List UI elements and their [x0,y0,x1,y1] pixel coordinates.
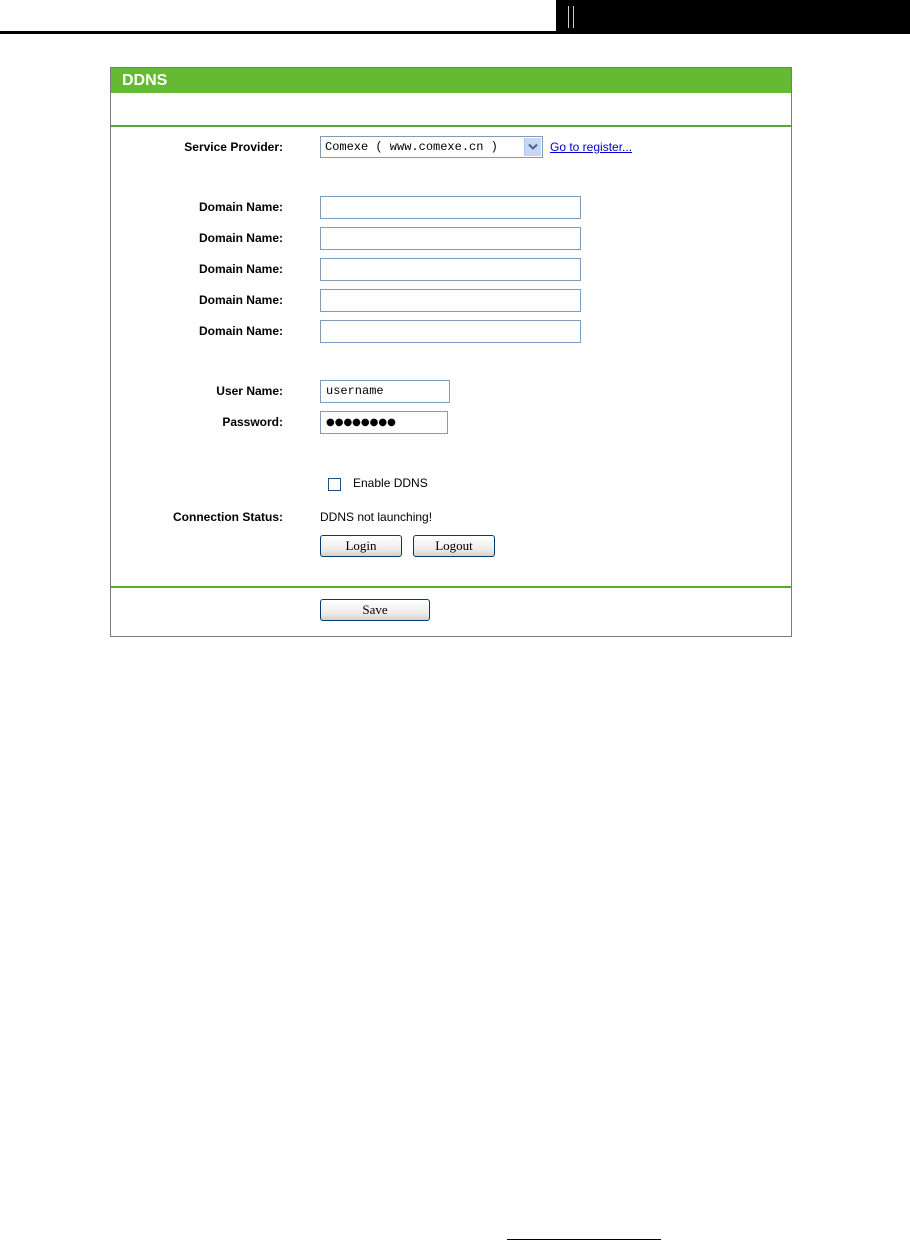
username-input[interactable]: username [320,380,450,403]
service-provider-label: Service Provider: [184,140,283,154]
domain-name-input-5[interactable] [320,320,581,343]
password-label: Password: [222,415,283,429]
enable-ddns-label: Enable DDNS [353,476,428,490]
logout-button[interactable]: Logout [413,535,495,557]
service-provider-value: Comexe ( www.comexe.cn ) [325,140,498,154]
domain-name-label: Domain Name: [198,293,283,307]
domain-name-input-4[interactable] [320,289,581,312]
domain-name-label: Domain Name: [198,231,283,245]
header-tick [573,6,574,28]
service-provider-select[interactable] [320,136,543,158]
header-tick [568,6,569,28]
connection-status-label: Connection Status: [173,510,283,524]
chevron-down-icon[interactable] [524,138,541,156]
domain-name-label: Domain Name: [198,200,283,214]
domain-name-label: Domain Name: [198,262,283,276]
footer-link-underline [507,1239,661,1240]
domain-name-input-1[interactable] [320,196,581,219]
enable-ddns-checkbox[interactable] [328,478,341,491]
save-button[interactable]: Save [320,599,430,621]
panel-title: DDNS [111,68,791,93]
domain-name-label: Domain Name: [198,324,283,338]
login-button[interactable]: Login [320,535,402,557]
domain-name-input-2[interactable] [320,227,581,250]
document-header-rule [0,31,910,34]
bottom-divider [111,586,791,588]
connection-status-value: DDNS not launching! [320,510,433,524]
register-link[interactable]: Go to register... [550,140,633,154]
document-header-block [556,0,910,33]
ddns-panel [110,67,792,637]
top-divider [111,125,791,127]
username-label: User Name: [216,384,283,398]
password-input[interactable]: ●●●●●●●● [320,411,448,434]
domain-name-input-3[interactable] [320,258,581,281]
